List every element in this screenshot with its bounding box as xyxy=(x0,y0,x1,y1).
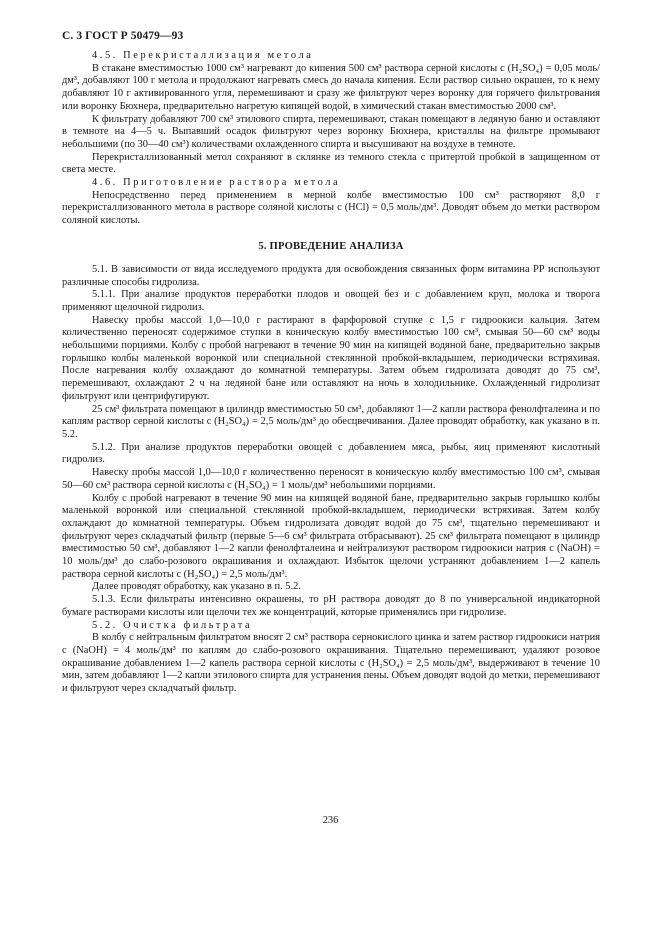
paragraph: Колбу с пробой нагревают в течение 90 мин на кипящей водяной бане, предварительно закрыв горлышко колбы маленькой воронкой или специальной стеклянной пробкой-вкладышем, периодически встряхивая. Затем колбу охлаждают до комнатной температуры. Объем гидролизата доводят водой до 75 см³, тщательно перемешивают и фильтруют через складчатый фильтр (первые 5—6 см³ фильтрата отбрасывают). 25 см³ фильтрата помещают в цилиндр вместимостью 50 см³, добавляют 1—2 капли фенолфталеина и нейтрализуют раствором гидроокиси натрия с (NaOH) = 10 моль/дм³ до слабо-розового окрашивания и охлаждают. Избыток щелочи устраняют добавлением 1—2 капель раствора серной кислоты с (H₂SO₄) = 2,5 моль/дм³. xyxy=(62,492,600,580)
document-body xyxy=(62,50,600,696)
subsection-label: 5.2. Очистка фильтрата xyxy=(92,619,253,631)
subsection-heading xyxy=(62,50,600,63)
paragraph: Непосредственно перед применением в мерной колбе вместимостью 100 см³ растворяют 8,0 г перекристаллизованного метола в растворе соляной кислоты с (HCl) = 0,5 моль/дм³. Доводят объем до метки раствором соляной кислоты. xyxy=(62,189,600,227)
page-content xyxy=(62,30,600,696)
paragraph: В колбу с нейтральным фильтратом вносят 2 см³ раствора сернокислого цинка и затем раствор гидроокиси натрия с (NaOH) = 4 моль/дм³ по каплям до слабо-розового окрашивания. Тщательно перемешивают, удаляют розовое окрашивание добавлением 1—2 капель раствора серной кислоты с (H₂SO₄) = 2,5 моль/дм³, выдерживают в течение 10 мин, затем добавляют 1—2 капли этилового спирта для устранения пены. Объем доводят водой до метки, перемешивают и фильтруют через складчатый фильтр. xyxy=(62,632,600,695)
paragraph: 5.1.1. При анализе продуктов переработки плодов и овощей без и с добавлением круп, молока и творога применяют щелочной гидролиз. xyxy=(62,289,600,313)
subsection-label: 4.6. Приготовление раствора метола xyxy=(92,177,341,189)
paragraph: 5.1.3. Если фильтраты интенсивно окрашены, то рН раствора доводят до 8 по универсальной индикаторной бумаге растворами кислоты или щелочи тех же концентраций, которые применялись при гидролизе. xyxy=(62,594,600,618)
page-number: 236 xyxy=(322,815,339,826)
paragraph: 5.1. В зависимости от вида исследуемого продукта для освобождения связанных форм витамина РР используют различные способы гидролиза. xyxy=(62,263,600,288)
section-heading: 5. ПРОВЕДЕНИЕ АНАЛИЗА xyxy=(258,240,404,252)
subsection-heading xyxy=(62,177,600,190)
subsection-label: 4.5. Перекристаллизация метола xyxy=(92,50,314,61)
paragraph: Далее проводят обработку, как указано в п. 5.2. xyxy=(92,581,301,593)
paragraph: В стакане вместимостью 1000 см³ нагревают до кипения 500 см³ раствора серной кислоты с (H₂SO₄) = 0,05 моль/дм³, добавляют 100 г метола и продолжают нагревать смесь до начала кипения. Если раствор сильно окрашен, то к нему добавляют 10 г активированного угля, перемешивают и сразу же фильтруют через воронку для горячего фильтрования или воронку Бюхнера, предварительно нагретую кипящей водой, в химический стакан вместимостью 2000 см³. xyxy=(62,62,600,112)
paragraph: 5.1.2. При анализе продуктов переработки овощей с добавлением мяса, рыбы, яиц применяют кислотный гидролиз. xyxy=(62,441,600,466)
subsection-heading xyxy=(62,620,600,633)
page-header: С. 3 ГОСТ Р 50479—93 xyxy=(62,30,184,42)
paragraph: Перекристаллизованный метол сохраняют в склянке из темного стекла с притертой пробкой в защищенном от света месте. xyxy=(62,151,600,176)
paragraph: 25 см³ фильтрата помещают в цилиндр вместимостью 50 см³, добавляют 1—2 капли раствора фенолфталеина и по каплям раствор серной кислоты с (H₂SO₄) = 2,5 моль/дм³ до обесцвечивания. Далее проводят обработку, как указано в п. 5.2. xyxy=(62,403,600,440)
paragraph: Навеску пробы массой 1,0—10,0 г количественно переносят в коническую колбу вместимостью 100 см³, смывая 50—60 см³ раствора серной кислоты с (H₂SO₄) = 1 моль/дм³ небольшими порциями. xyxy=(62,467,600,491)
paragraph: Навеску пробы массой 1,0—10,0 г растирают в фарфоровой ступке с 1,5 г гидроокиси кальция. Затем количественно переносят содержимое ступки в коническую колбу вместимостью 100 см³, смывая 50—60 см³ воды небольшими порциями. Колбу с пробой нагревают в течение 90 мин на кипящей водяной бане, предварительно закрыв горлышко колбы маленькой воронкой или специальной стеклянной пробкой-вкладышем, периодически встряхивая. После нагревания колбу охлаждают до комнатной температуры. Затем объем гидролизата доводят до 75 см³, перемешивают, охлаждают 2 ч на ледяной бане или оставляют на ночь в холодильнике. Охлажденный гидролизат фильтруют или центрифугируют. xyxy=(62,314,600,402)
paragraph: К фильтрату добавляют 700 см³ этилового спирта, перемешивают, стакан помещают в ледяную баню и оставляют в темноте на 4—5 ч. Выпавший осадок фильтруют через воронку Бюхнера, кристаллы на фильтре промывают небольшими (по 30—40 см³) количествами охлажденного спирта и высушивают на воздухе в темноте. xyxy=(62,113,600,150)
